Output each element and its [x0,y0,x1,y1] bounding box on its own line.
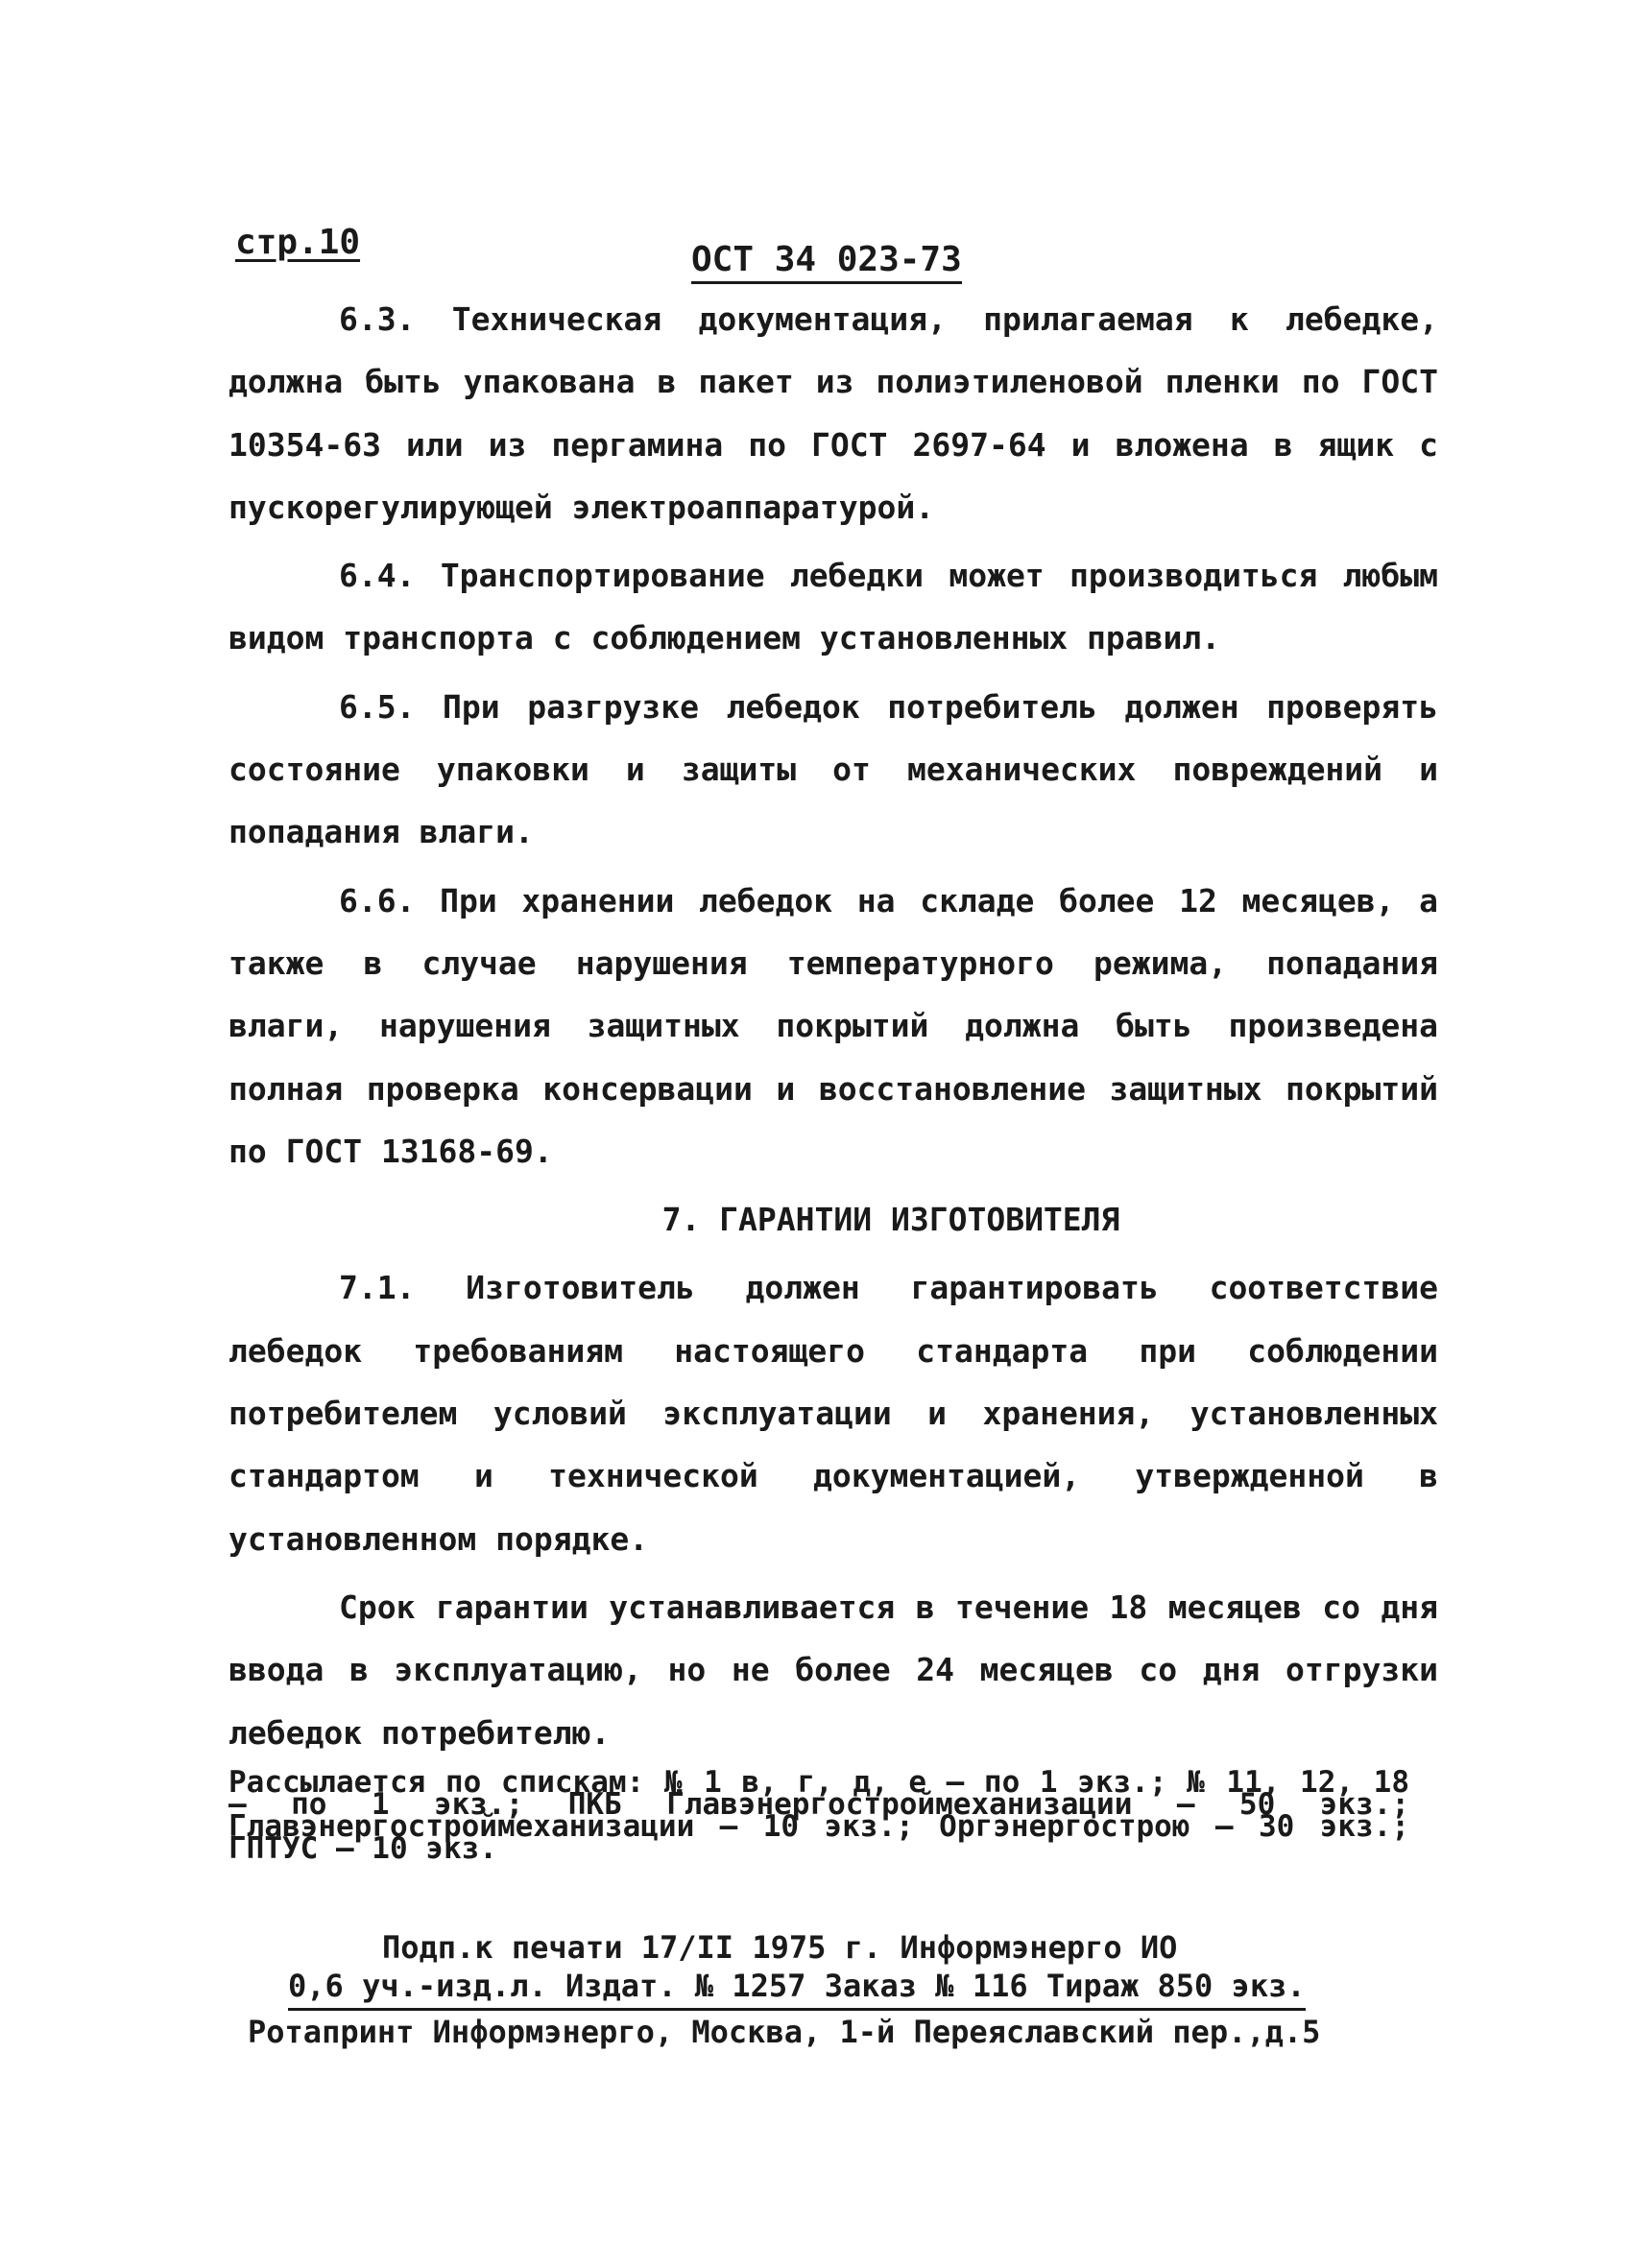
imprint-edition-line: 0,6 уч.-изд.л. Издат. № 1257 Заказ № 116 Тираж 850 экз. [288,1968,1306,2011]
mailing-list: Рассылается по спискам: № 1 в, г, д, е – по 1 экз.; № 11, 12, 18 – по 1 экз.; ПКБ Главэнергостроймеханизации – 50 экз.; Главэнергостроймеханизации – 10 экз.; Оргэнергострою – 30 экз.; ГПТУС – 10 экз. [228,1765,1409,1866]
paragraph-7-1: 7.1. Изготовитель должен гарантировать соответствие лебедок требованиям настоящего стандарта при соблюдении потребителем условий эксплуатации и хранения, установленных стандартом и технической документацией, утвержденной в установленном порядке. [228,1269,1438,1558]
standard-code: ОСТ 34 023-73 [691,240,962,284]
paragraph-6-3: 6.3. Техническая документация, прилагаемая к лебедке, должна быть упакована в пакет из полиэтиленовой пленки по ГОСТ 10354-63 или из пергамина по ГОСТ 2697-64 и вложена в ящик с пускорегулирующей электроаппаратурой. [228,300,1438,526]
section-7-heading: 7. ГАРАНТИИ ИЗГОТОВИТЕЛЯ [661,1201,1120,1239]
warranty-paragraph: Срок гарантии устанавливается в течение 18 месяцев со дня ввода в эксплуатацию, но не более 24 месяцев со дня отгрузки лебедок потребителю. [228,1588,1438,1752]
page-number: стр.10 [235,223,361,262]
imprint-signed-line: Подп.к печати 17/II 1975 г. Информэнерго ИО [382,1929,1178,1966]
paragraph-6-5: 6.5. При разгрузке лебедок потребитель должен проверять состояние упаковки и защиты от механических повреждений и попадания влаги. [228,687,1438,851]
paragraph-6-6: 6.6. При хранении лебедок на складе более 12 месяцев, а также в случае нарушения температурного режима, попадания влаги, нарушения защитных покрытий должна быть произведена полная проверка консервации и восстановление защитных покрытий по ГОСТ 13168-69. [228,881,1438,1170]
imprint-printer-line: Ротапринт Информэнерго, Москва, 1-й Переяславский пер.,д.5 [248,2014,1321,2050]
paragraph-6-4: 6.4. Транспортирование лебедки может производиться любым видом транспорта с соблюдением установленных правил. [228,557,1438,657]
body-text [228,288,1438,1764]
